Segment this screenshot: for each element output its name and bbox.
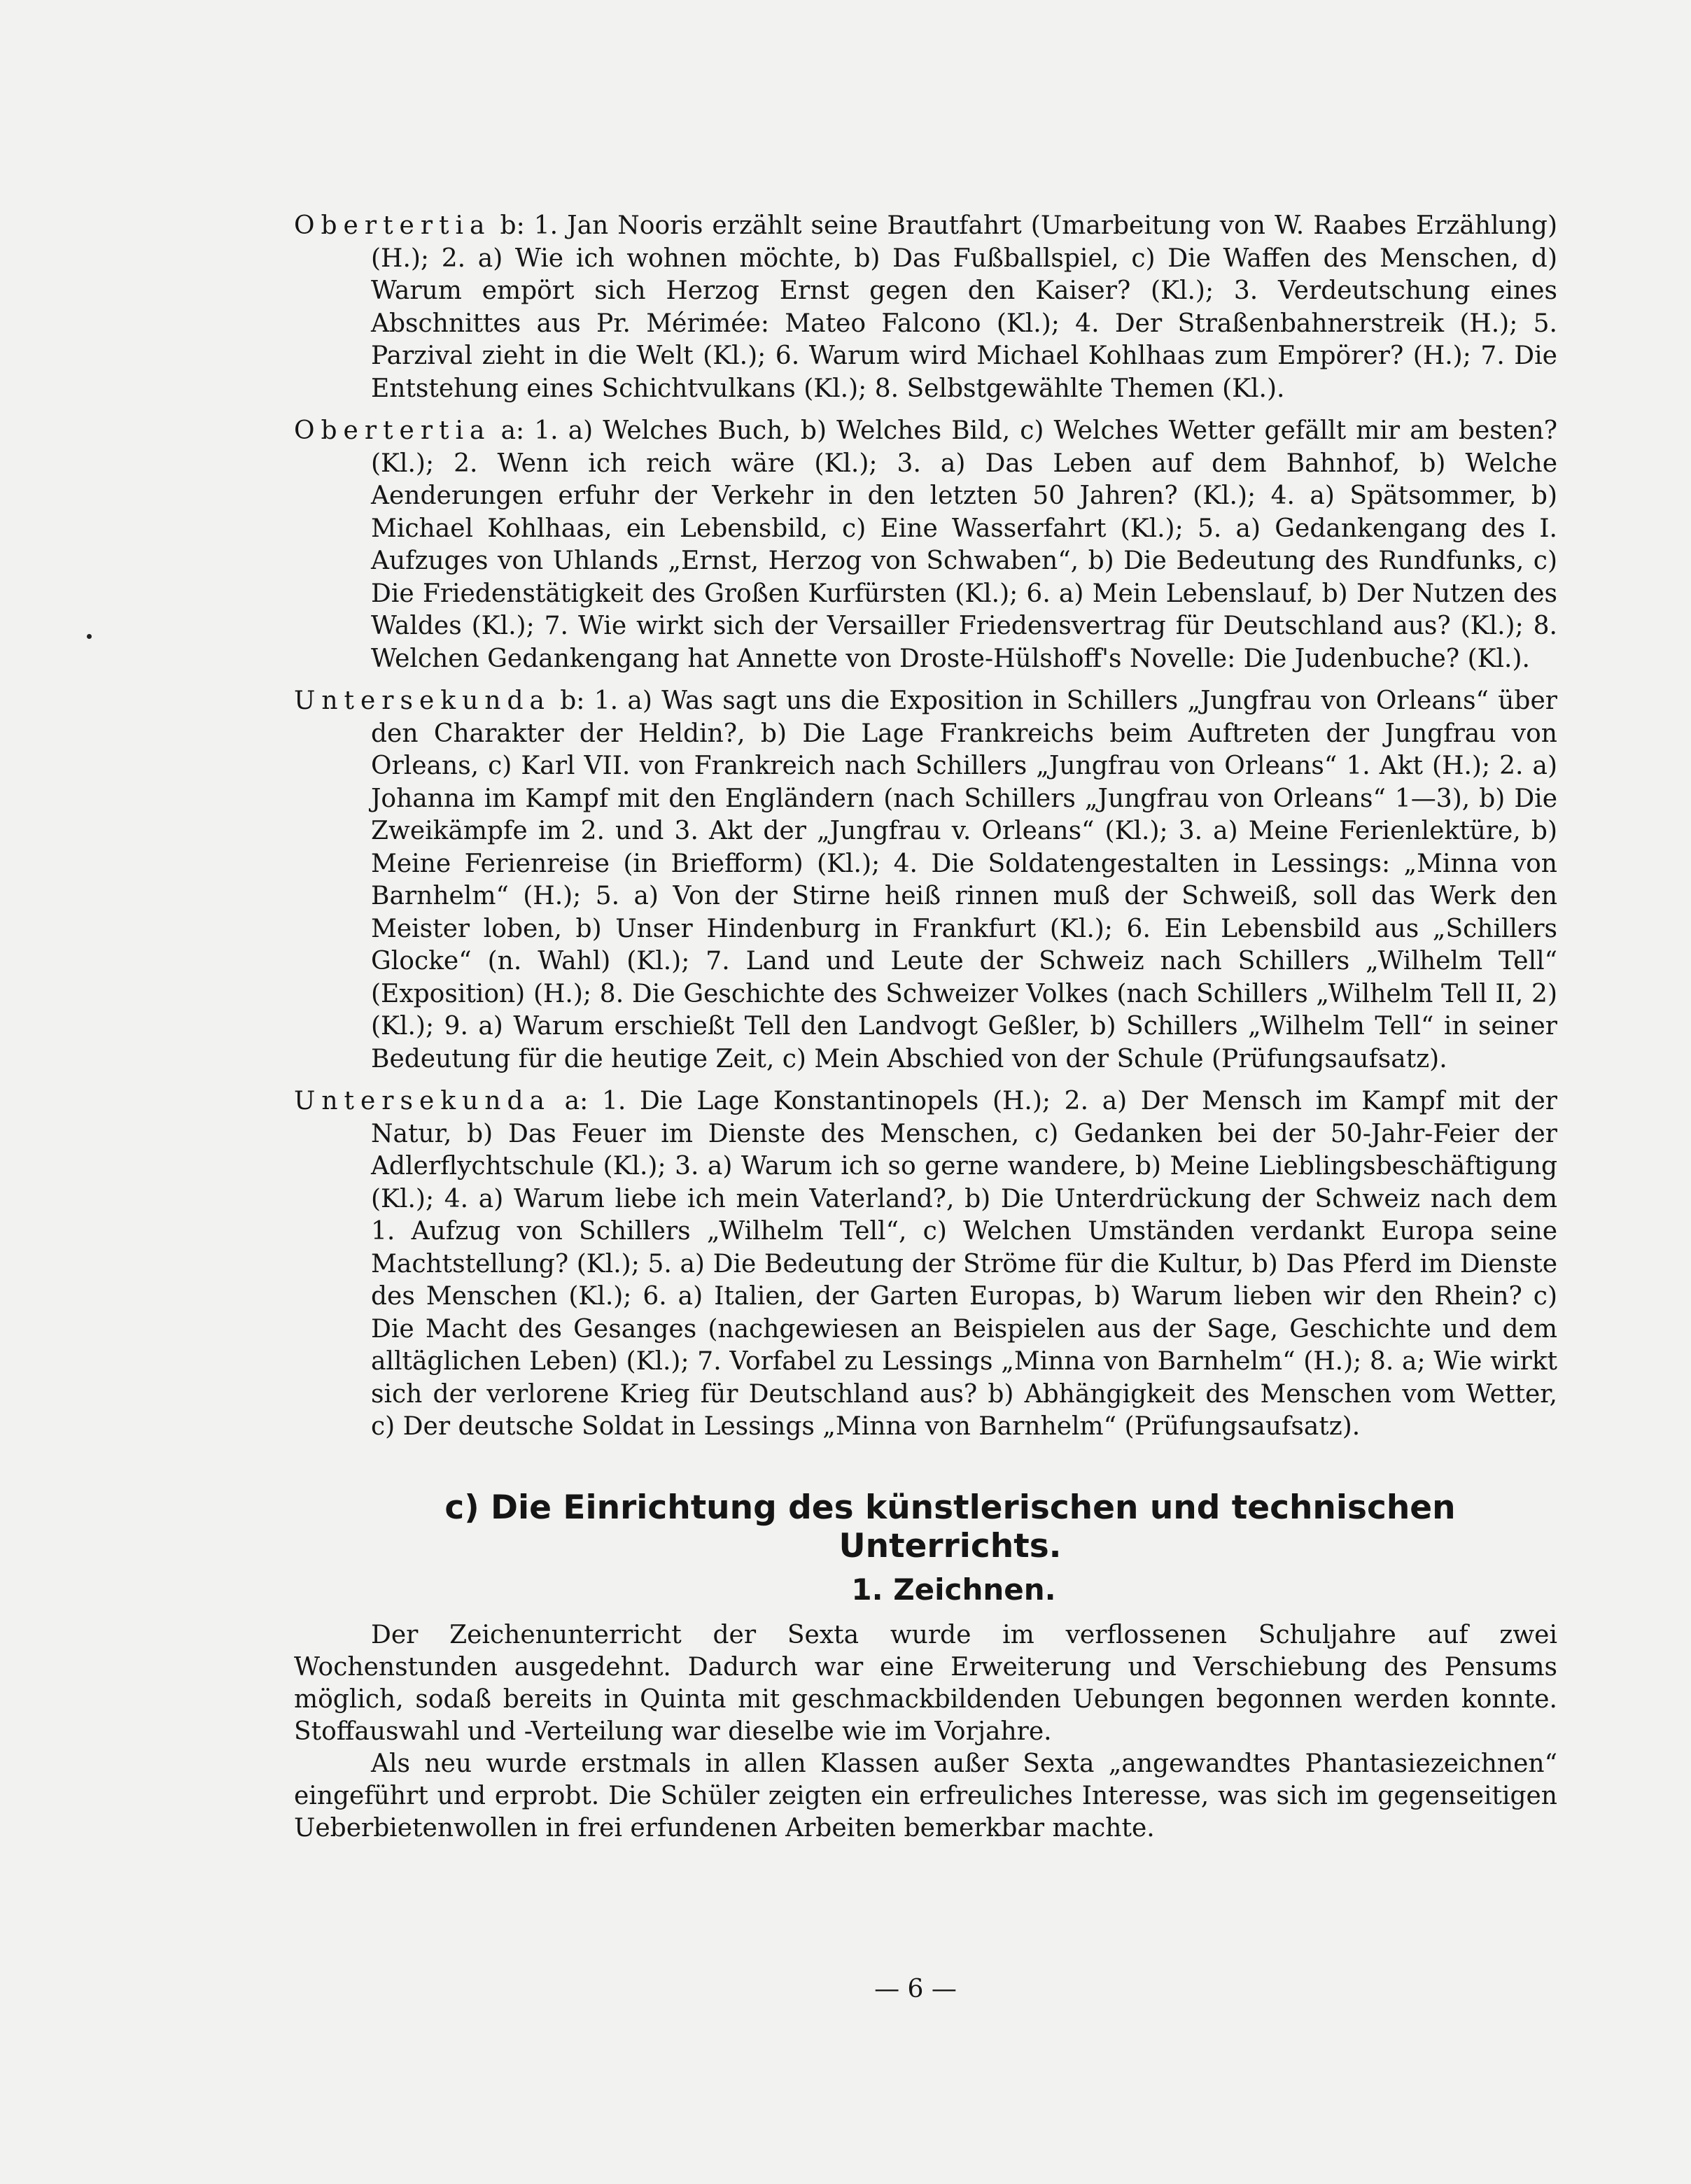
class-section: b:: [500, 211, 525, 240]
section-heading: c) Die Einrichtung des künstlerischen und technischen Unterrichts.: [444, 1488, 1456, 1565]
essay-entry-obertertia-b: [294, 210, 1557, 405]
essay-list: 1. Die Lage Konstantinopels (H.); 2. a) Der Mensch im Kampf mit der Natur, b) Das Feuer im Dienste des Menschen, c) Gedanken bei der 50-Jahr-Feier der Adlerflychtschule (Kl.); 3. a) Warum ich so gerne wandere, b) Meine Lieblingsbeschäftigung (Kl.); 4. a) Warum liebe ich mein Vaterland?, b) Die Unterdrückung der Schweiz nach dem 1. Aufzug von Schillers „Wilhelm Tell“, c) Welchen Umständen verdankt Europa seine Machtstellung? (Kl.); 5. a) Die Bedeutung der Ströme für die Kultur, b) Das Pferd im Dienste des Menschen (Kl.); 6. a) Italien, der Garten Europas, b) Warum lieben wir den Rhein? c) Die Macht des Gesanges (nachgewiesen an Beispielen aus der Sage, Geschichte und dem alltäglichen Leben) (Kl.); 7. Vorfabel zu Lessings „Minna von Barnhelm“ (H.); 8. a; Wie wirkt sich der verlorene Krieg für Deutschland aus? b) Abhängigkeit des Menschen vom Wetter, c) Der deutsche Soldat in Lessings „Minna von Barnhelm“ (Prüfungsaufsatz).: [371, 1087, 1558, 1441]
class-name: Untersekunda: [294, 686, 551, 715]
class-name: Obertertia: [294, 416, 491, 445]
essay-list: 1. a) Welches Buch, b) Welches Bild, c) Welches Wetter gefällt mir am besten? (Kl.); 2. Wenn ich reich wäre (Kl.); 3. a) Das Leben auf dem Bahnhof, b) Welche Aenderungen erfuhr der Verkehr in den letzten 50 Jahren? (Kl.); 4. a) Spätsommer, b) Michael Kohlhaas, ein Lebensbild, c) Eine Wasserfahrt (Kl.); 5. a) Gedankengang des I. Aufzuges von Uhlands „Ernst, Herzog von Schwaben“, b) Die Bedeutung des Rundfunks, c) Die Friedenstätigkeit des Großen Kurfürsten (Kl.); 6. a) Mein Lebenslauf, b) Der Nutzen des Waldes (Kl.); 7. Wie wirkt sich der Versailler Friedensvertrag für Deutschland aus? (Kl.); 8. Welchen Gedankengang hat Annette von Droste-Hülshoff's Novelle: Die Judenbuche? (Kl.).: [371, 416, 1557, 673]
essay-entry-untersekunda-b: [294, 685, 1557, 1076]
page-content: [294, 210, 1557, 1845]
class-name: Untersekunda: [294, 1087, 551, 1115]
essay-list: 1. a) Was sagt uns die Exposition in Schillers „Jungfrau von Orleans“ über den Charakter der Heldin?, b) Die Lage Frankreichs beim Auftreten der Jungfrau von Orleans, c) Karl VII. von Frankreich nach Schillers „Jungfrau von Orleans“ 1. Akt (H.); 2. a) Johanna im Kampf mit den Engländern (nach Schillers „Jungfrau von Orleans“ 1—3), b) Die Zweikämpfe im 2. und 3. Akt der „Jungfrau v. Orleans“ (Kl.); 3. a) Meine Ferienlektüre, b) Meine Ferienreise (in Briefform) (Kl.); 4. Die Soldatengestalten in Lessings: „Minna von Barnhelm“ (H.); 5. a) Von der Stirne heiß rinnen muß der Schweiß, soll das Werk den Meister loben, b) Unser Hindenburg in Frankfurt (Kl.); 6. Ein Lebensbild aus „Schillers Glocke“ (n. Wahl) (Kl.); 7. Land und Leute der Schweiz nach Schillers „Wilhelm Tell“ (Exposition) (H.); 8. Die Geschichte des Schweizer Volkes (nach Schillers „Wilhelm Tell II, 2) (Kl.); 9. a) Warum erschießt Tell den Landvogt Geßler, b) Schillers „Wilhelm Tell“ in seiner Bedeutung für die heutige Zeit, c) Mein Abschied von der Schule (Prüfungsaufsatz).: [371, 686, 1557, 1073]
essay-entry-obertertia-a: [294, 415, 1557, 675]
class-section: a:: [500, 416, 525, 445]
subsection-heading: 1. Zeichnen.: [851, 1572, 1056, 1607]
paragraph: Als neu wurde erstmals in allen Klassen außer Sexta „angewandtes Phantasiezeichnen“ eingeführt und erprobt. Die Schüler zeigten ein erfreuliches Interesse, was sich im gegenseitigen Ueberbietenwollen in frei erfundenen Arbeiten bemerkbar machte.: [294, 1749, 1557, 1843]
paragraph: Der Zeichenunterricht der Sexta wurde im verflossenen Schuljahre auf zwei Wochenstunden ausgedehnt. Dadurch war eine Erweiterung und Verschiebung des Pensums möglich, sodaß bereits in Quinta mit geschmackbildenden Uebungen begonnen werden konnte. Stoffauswahl und -Verteilung war dieselbe wie im Vorjahre.: [294, 1620, 1557, 1746]
page-number: — 6 —: [874, 1975, 957, 2003]
class-section: a:: [564, 1087, 589, 1115]
class-section: b:: [560, 686, 585, 715]
class-name: Obertertia: [294, 211, 491, 240]
margin-dot: [87, 634, 92, 639]
essay-entry-untersekunda-a: [294, 1085, 1557, 1444]
essay-list: 1. Jan Nooris erzählt seine Brautfahrt (Umarbeitung von W. Raabes Erzählung) (H.); 2. a) Wie ich wohnen möchte, b) Das Fußballspiel, c) Die Waffen des Menschen, d) Warum empört sich Herzog Ernst gegen den Kaiser? (Kl.); 3. Verdeutschung eines Abschnittes aus Pr. Mérimée: Mateo Falcono (Kl.); 4. Der Straßenbahnerstreik (H.); 5. Parzival zieht in die Welt (Kl.); 6. Warum wird Michael Kohlhaas zum Empörer? (H.); 7. Die Entstehung eines Schichtvulkans (Kl.); 8. Selbstgewählte Themen (Kl.).: [371, 211, 1557, 403]
